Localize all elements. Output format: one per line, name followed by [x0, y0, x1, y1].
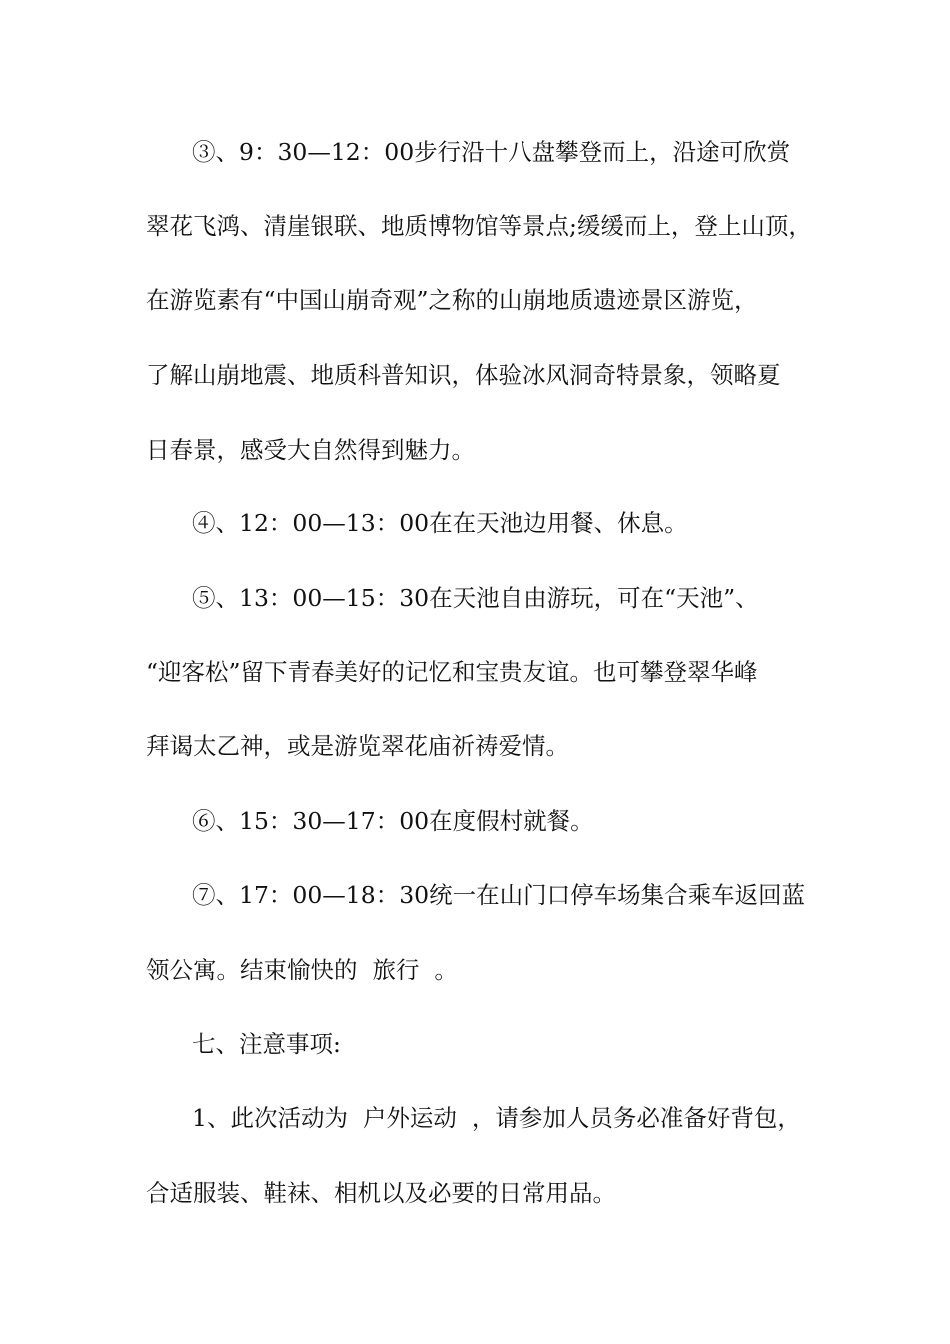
text-line-6: ④、12：00—13：00在在天池边用餐、休息。: [192, 509, 688, 537]
text-line-5: 日春景，感受大自然得到魅力。: [146, 436, 475, 464]
text-line-2: 翠花飞鸿、清崖银联、地质博物馆等景点;缓缓而上，登上山顶，: [146, 212, 812, 240]
section-heading-notes: 七、注意事项:: [192, 1030, 341, 1058]
text-line-14: 1、此次活动为 户外运动 ，请参加人员务必准备好背包，: [192, 1104, 801, 1132]
text-line-4: 了解山崩地震、地质科普知识，体验冰风洞奇特景象，领略夏: [146, 361, 781, 389]
text-line-7: ⑤、13：00—15：30在天池自由游玩，可在“天池”、: [192, 584, 759, 612]
text-line-3: 在游览素有“中国山崩奇观”之称的山崩地质遗迹景区游览，: [146, 286, 758, 314]
text-line-10: ⑥、15：30—17：00在度假村就餐。: [192, 807, 594, 835]
text-line-9: 拜谒太乙神，或是游览翠花庙祈祷爱情。: [146, 732, 569, 760]
text-line-15: 合适服装、鞋袜、相机以及必要的日常用品。: [146, 1179, 616, 1207]
text-line-8: “迎客松”留下青春美好的记忆和宝贵友谊。也可攀登翠华峰: [146, 658, 758, 686]
text-line-11: ⑦、17：00—18：30统一在山门口停车场集合乘车返回蓝: [192, 881, 806, 909]
text-line-12: 领公寓。结束愉快的 旅行 。: [146, 956, 458, 984]
text-line-1: ③、9：30—12：00步行沿十八盘攀登而上，沿途可欣赏: [192, 138, 791, 166]
